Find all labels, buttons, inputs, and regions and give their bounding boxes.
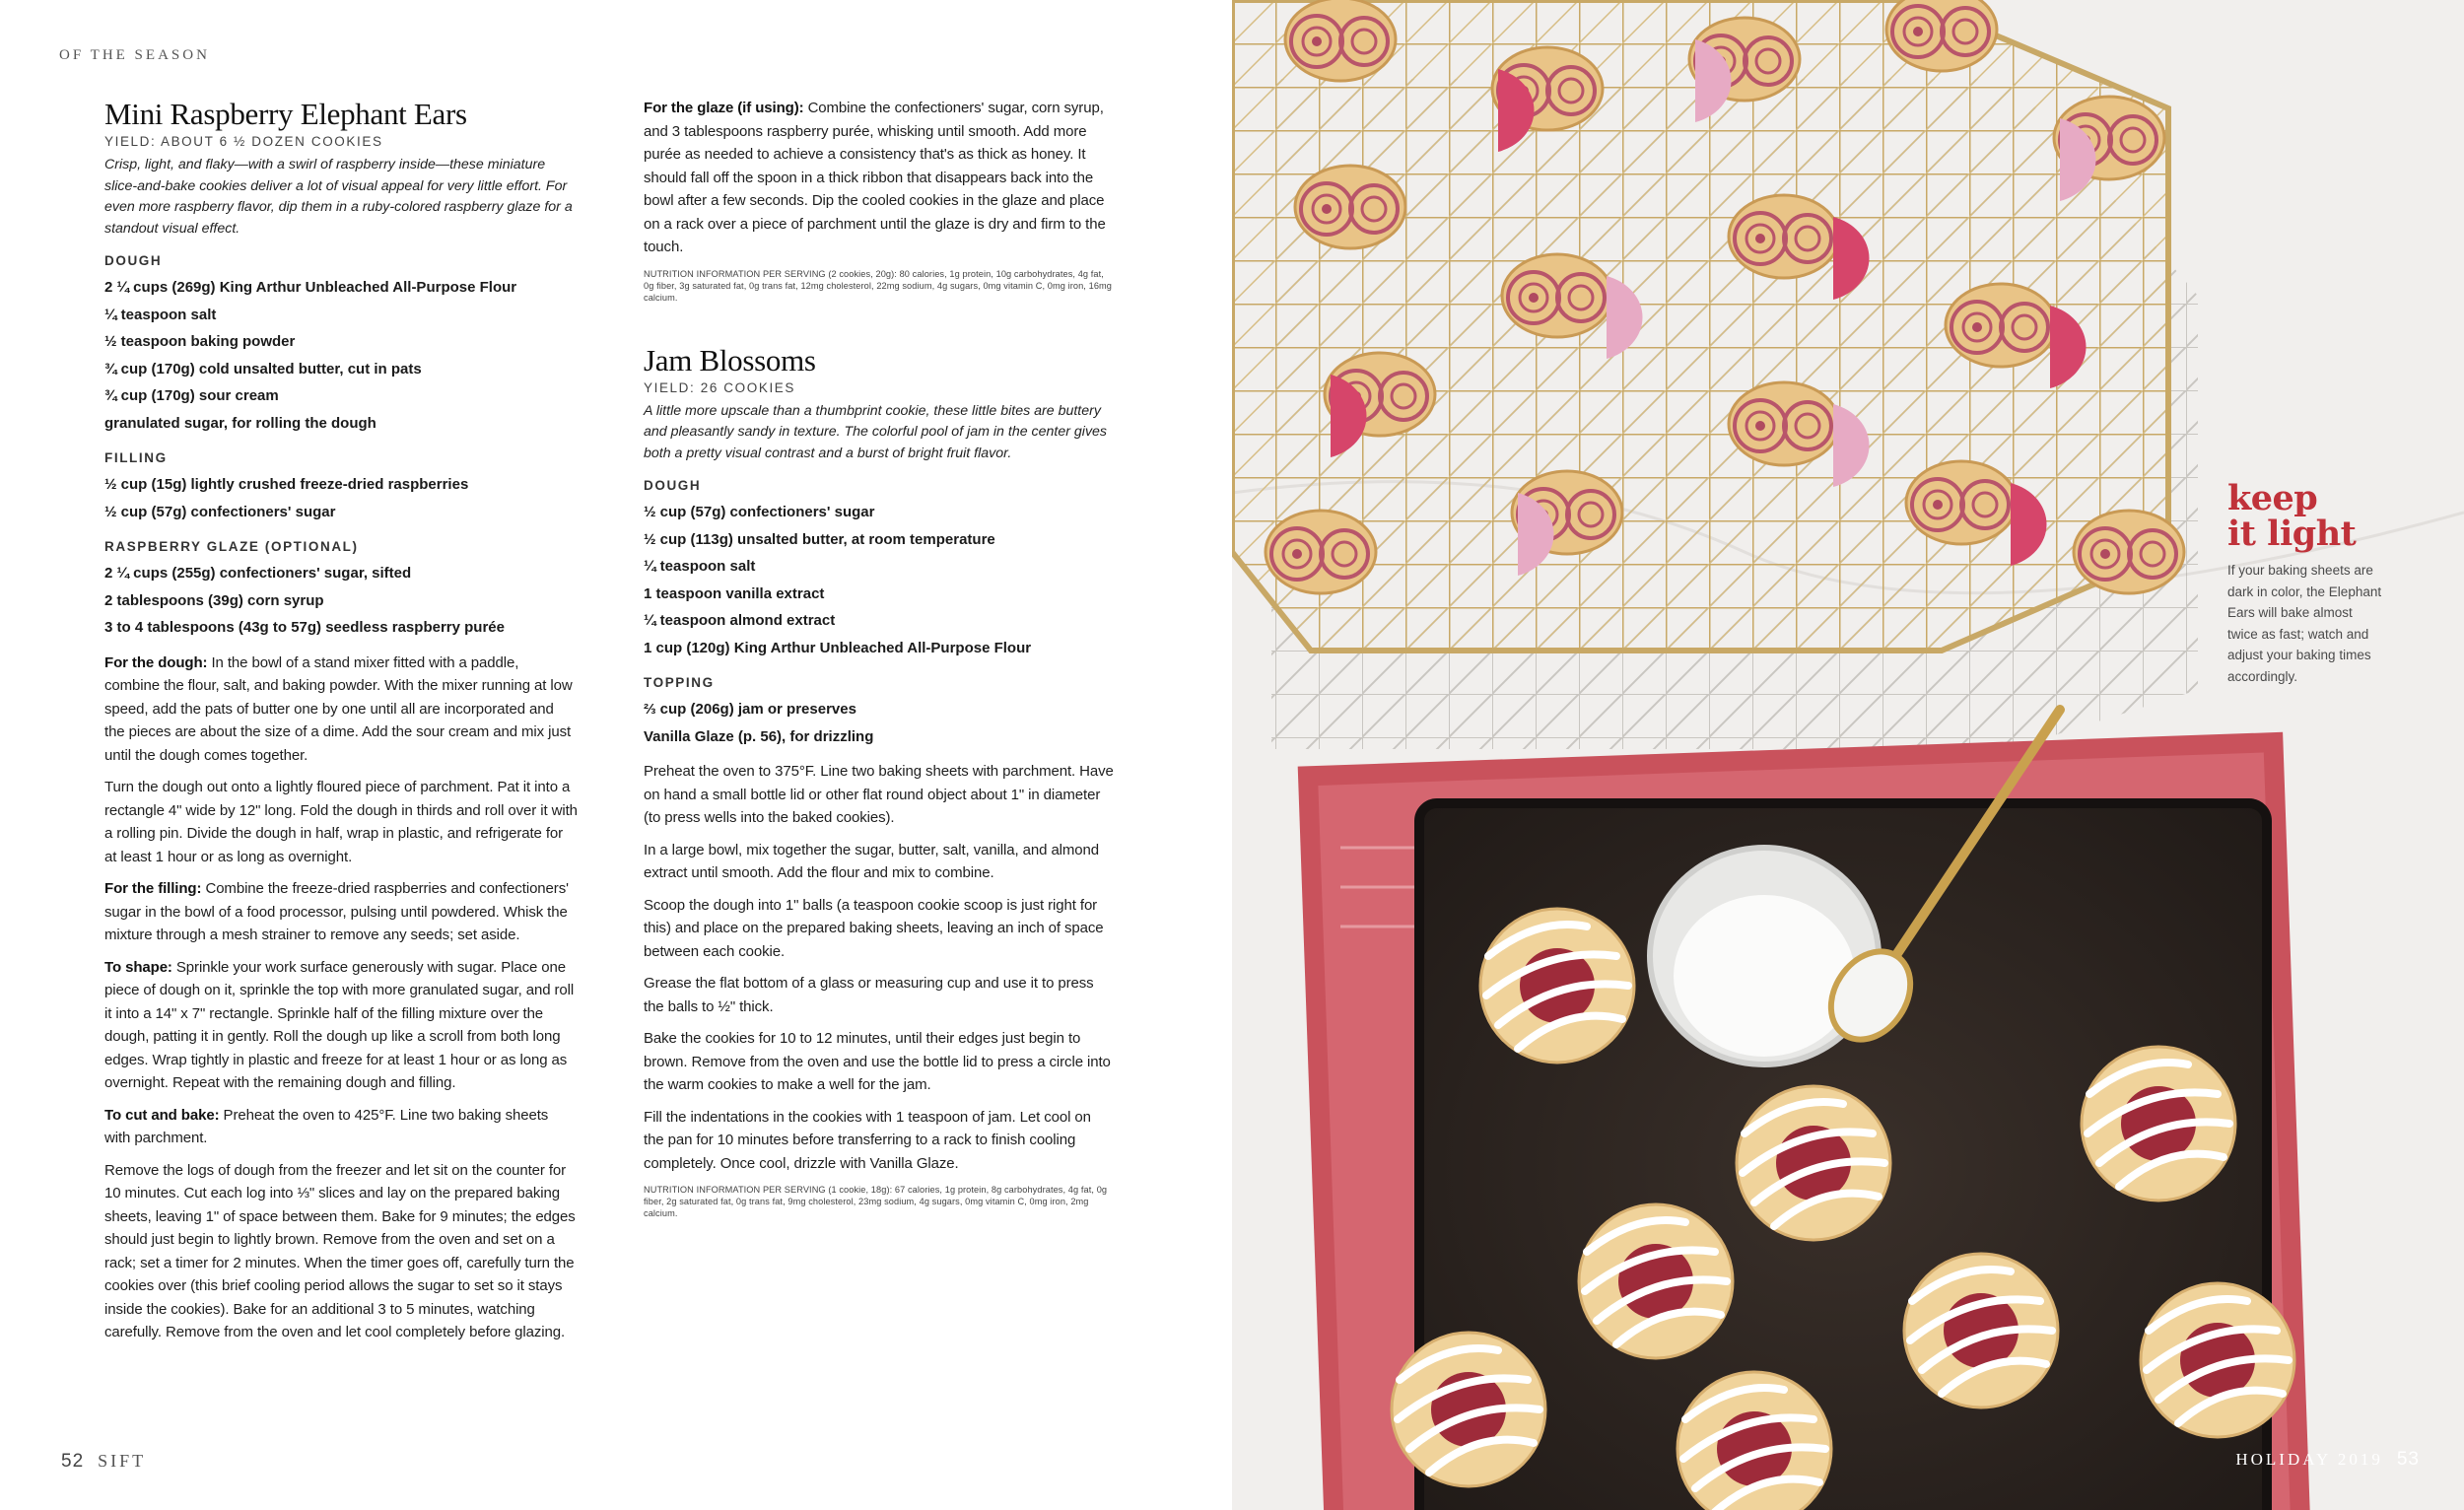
ingredient: ½ cup (57g) confectioners' sugar bbox=[104, 503, 336, 520]
ingredient: ½ cup (57g) confectioners' sugar bbox=[644, 504, 875, 520]
recipe-intro: A little more upscale than a thumbprint cookie, these little bites are buttery and pleasantly sandy in texture. The colorful pool of jam in the center gives both a pretty visual contrast and a burst of bright fruit flavor. bbox=[644, 402, 1108, 461]
ingredient: ½ teaspoon baking powder bbox=[104, 333, 296, 350]
nutrition-info: NUTRITION INFORMATION PER SERVING (2 cookies, 20g): 80 calories, 1g protein, 10g carbohydrates, 4g fat, 0g fiber, 3g saturated fat, 0g trans fat, 12mg cholesterol, 22mg sodium, 4g sugars, 0mg vitamin C, 0mg iron, 16mg calcium. bbox=[644, 268, 1112, 303]
section-heading-topping: TOPPING bbox=[644, 675, 715, 690]
method-step: Fill the indentations in the cookies with 1 teaspoon of jam. Let cool on the pan for 10 minutes before transferring to a rack to finish cooling completely. Once cool, drizzle with Vanilla Glaze. bbox=[644, 1108, 1091, 1172]
issue-name: HOLIDAY 2019 bbox=[2235, 1450, 2383, 1469]
section-header: OF THE SEASON bbox=[59, 47, 210, 63]
recipe-title-jam-blossoms: Jam Blossoms bbox=[644, 342, 816, 378]
keep-it-light-tip bbox=[2227, 478, 2385, 687]
ingredient: 3 to 4 tablespoons (43g to 57g) seedless raspberry purée bbox=[104, 619, 505, 636]
tip-body: If your baking sheets are dark in color, the Elephant Ears will bake almost twice as fast; watch and adjust your baking times accordingly. bbox=[2227, 563, 2382, 684]
ingredient: 2 ¼ cups (269g) King Arthur Unbleached All-Purpose Flour bbox=[104, 279, 517, 296]
ingredient: ⅔ cup (206g) jam or preserves bbox=[644, 701, 856, 718]
method-step: For the dough: In the bowl of a stand mixer fitted with a paddle, combine the flour, salt, and baking powder. With the mixer running at low speed, add the pats of butter one by one until all are incorporated and the pieces are about the size of a dime. Add the sour cream and mix just until the dough comes together. bbox=[104, 653, 573, 764]
method-step: Turn the dough out onto a lightly floured piece of parchment. Pat it into a rectangle 4" wide by 12" long. Fold the dough in thirds and roll over it with a rolling pin. Divide the dough in half, wrap in plastic, and refrigerate for at least 1 hour or as long as overnight. bbox=[104, 779, 578, 865]
recipe-column-1 bbox=[104, 97, 578, 1353]
ingredient: 2 ¼ cups (255g) confectioners' sugar, sifted bbox=[104, 565, 412, 582]
ingredient: 1 teaspoon vanilla extract bbox=[644, 584, 825, 602]
cookie-photograph bbox=[1232, 0, 2464, 1510]
ingredient: ¼ teaspoon salt bbox=[104, 306, 217, 323]
left-folio bbox=[61, 1451, 146, 1473]
ingredient: ¾ cup (170g) cold unsalted butter, cut in pats bbox=[104, 360, 422, 378]
photo-illustration bbox=[1232, 0, 2464, 1510]
section-heading-filling: FILLING bbox=[104, 450, 168, 465]
method-step: For the filling: Combine the freeze-dried raspberries and confectioners' sugar in the bowl of a food processor, pulsing until powdered. Whisk the mixture through a mesh strainer to remove any seeds; set aside. bbox=[104, 880, 569, 943]
section-heading-dough: DOUGH bbox=[104, 253, 163, 268]
method-step: To cut and bake: Preheat the oven to 425°F. Line two baking sheets with parchment. bbox=[104, 1106, 549, 1146]
recipe-intro: Crisp, light, and flaky—with a swirl of raspberry inside—these miniature slice-and-bake cookies deliver a lot of visual appeal for very little effort. For even more raspberry flavor, dip them in a ruby-colored raspberry glaze for a standout visual effect. bbox=[104, 157, 573, 237]
method-step: For the glaze (if using): Combine the confectioners' sugar, corn syrup, and 3 tablespoons raspberry purée, whisking until smooth. Add more purée as needed to achieve a consistency that's as thick as honey. It should fall off the spoon in a thick ribbon that disappears back into the bowl after a few seconds. Dip the cooled cookies in the glaze and place on a rack over a piece of parchment until the glaze is dry and firm to the touch. bbox=[644, 100, 1106, 255]
magazine-name: SIFT bbox=[98, 1451, 147, 1471]
method-step: Scoop the dough into 1" balls (a teaspoon cookie scoop is just right for this) and place on the prepared baking sheets, leaving an inch of space between each cookie. bbox=[644, 896, 1104, 960]
method-step: To shape: Sprinkle your work surface generously with sugar. Place one piece of dough on it, sprinkle the top with more granulated sugar, and roll it into a 14" x 7" rectangle. Sprinkle half of the filling mixture over the dough, patting it in gently. Roll the dough up like a scroll from both long edges. Wrap tightly in plastic and freeze for at least 1 hour or as long as overnight. Repeat with the remaining dough and filling. bbox=[104, 958, 575, 1091]
section-heading-dough: DOUGH bbox=[644, 478, 702, 493]
ingredient: 1 cup (120g) King Arthur Unbleached All-Purpose Flour bbox=[644, 639, 1032, 656]
recipe-column-2 bbox=[644, 97, 1115, 1259]
method-step: In a large bowl, mix together the sugar, butter, salt, vanilla, and almond extract until smooth. Add the flour and mix to combine. bbox=[644, 841, 1100, 881]
page-number: 52 bbox=[61, 1451, 85, 1472]
method-step: Remove the logs of dough from the freezer and let sit on the counter for 10 minutes. Cut each log into ⅓" slices and lay on the prepared baking sheets, leaving 1" of space between them. Bake for 9 minutes; the edges should just begin to lightly brown. Remove from the oven and set on a rack; set a timer for 2 minutes. When the timer goes off, carefully turn the cookies over (this brief cooling period allows the sugar to set so it stays inside the cookies). Bake for an additional 3 to 5 minutes, watching carefully. Remove from the oven and let cool completely before glazing. bbox=[104, 1161, 576, 1340]
ingredient: 2 tablespoons (39g) corn syrup bbox=[104, 591, 324, 609]
tip-title: keep it light bbox=[2227, 478, 2357, 554]
section-heading-glaze: RASPBERRY GLAZE (OPTIONAL) bbox=[104, 539, 359, 554]
method-step: Grease the flat bottom of a glass or measuring cup and use it to press the balls to ½" thick. bbox=[644, 975, 1094, 1015]
method-step: Preheat the oven to 375°F. Line two baking sheets with parchment. Have on hand a small bottle lid or other flat round object about 1" in diameter (to press wells into the baked cookies). bbox=[644, 763, 1114, 826]
ingredient: ¼ teaspoon almond extract bbox=[644, 612, 836, 629]
ingredient: granulated sugar, for rolling the dough bbox=[104, 414, 376, 432]
recipe-title-elephant-ears: Mini Raspberry Elephant Ears bbox=[104, 97, 467, 131]
ingredient: Vanilla Glaze (p. 56), for drizzling bbox=[644, 727, 874, 745]
ingredient: ½ cup (15g) lightly crushed freeze-dried raspberries bbox=[104, 476, 469, 493]
nutrition-info: NUTRITION INFORMATION PER SERVING (1 cookie, 18g): 67 calories, 1g protein, 8g carbohydrates, 4g fat, 0g fiber, 2g saturated fat, 0g trans fat, 9mg cholesterol, 23mg sodium, 4g sugars, 0mg vitamin C, 0mg iron, 2mg calcium. bbox=[644, 1185, 1108, 1218]
page-number: 53 bbox=[2396, 1449, 2420, 1470]
ingredient: ½ cup (113g) unsalted butter, at room temperature bbox=[644, 530, 995, 548]
ingredient: ¼ teaspoon salt bbox=[644, 558, 756, 575]
right-folio bbox=[2235, 1449, 2420, 1471]
recipe-yield: YIELD: 26 COOKIES bbox=[644, 379, 795, 395]
method-step: Bake the cookies for 10 to 12 minutes, until their edges just begin to brown. Remove from the oven and use the bottle lid to press a circle into the warm cookies to make a well for the jam. bbox=[644, 1030, 1111, 1093]
recipe-yield: YIELD: ABOUT 6 ½ DOZEN COOKIES bbox=[104, 134, 383, 149]
ingredient: ¾ cup (170g) sour cream bbox=[104, 387, 279, 404]
